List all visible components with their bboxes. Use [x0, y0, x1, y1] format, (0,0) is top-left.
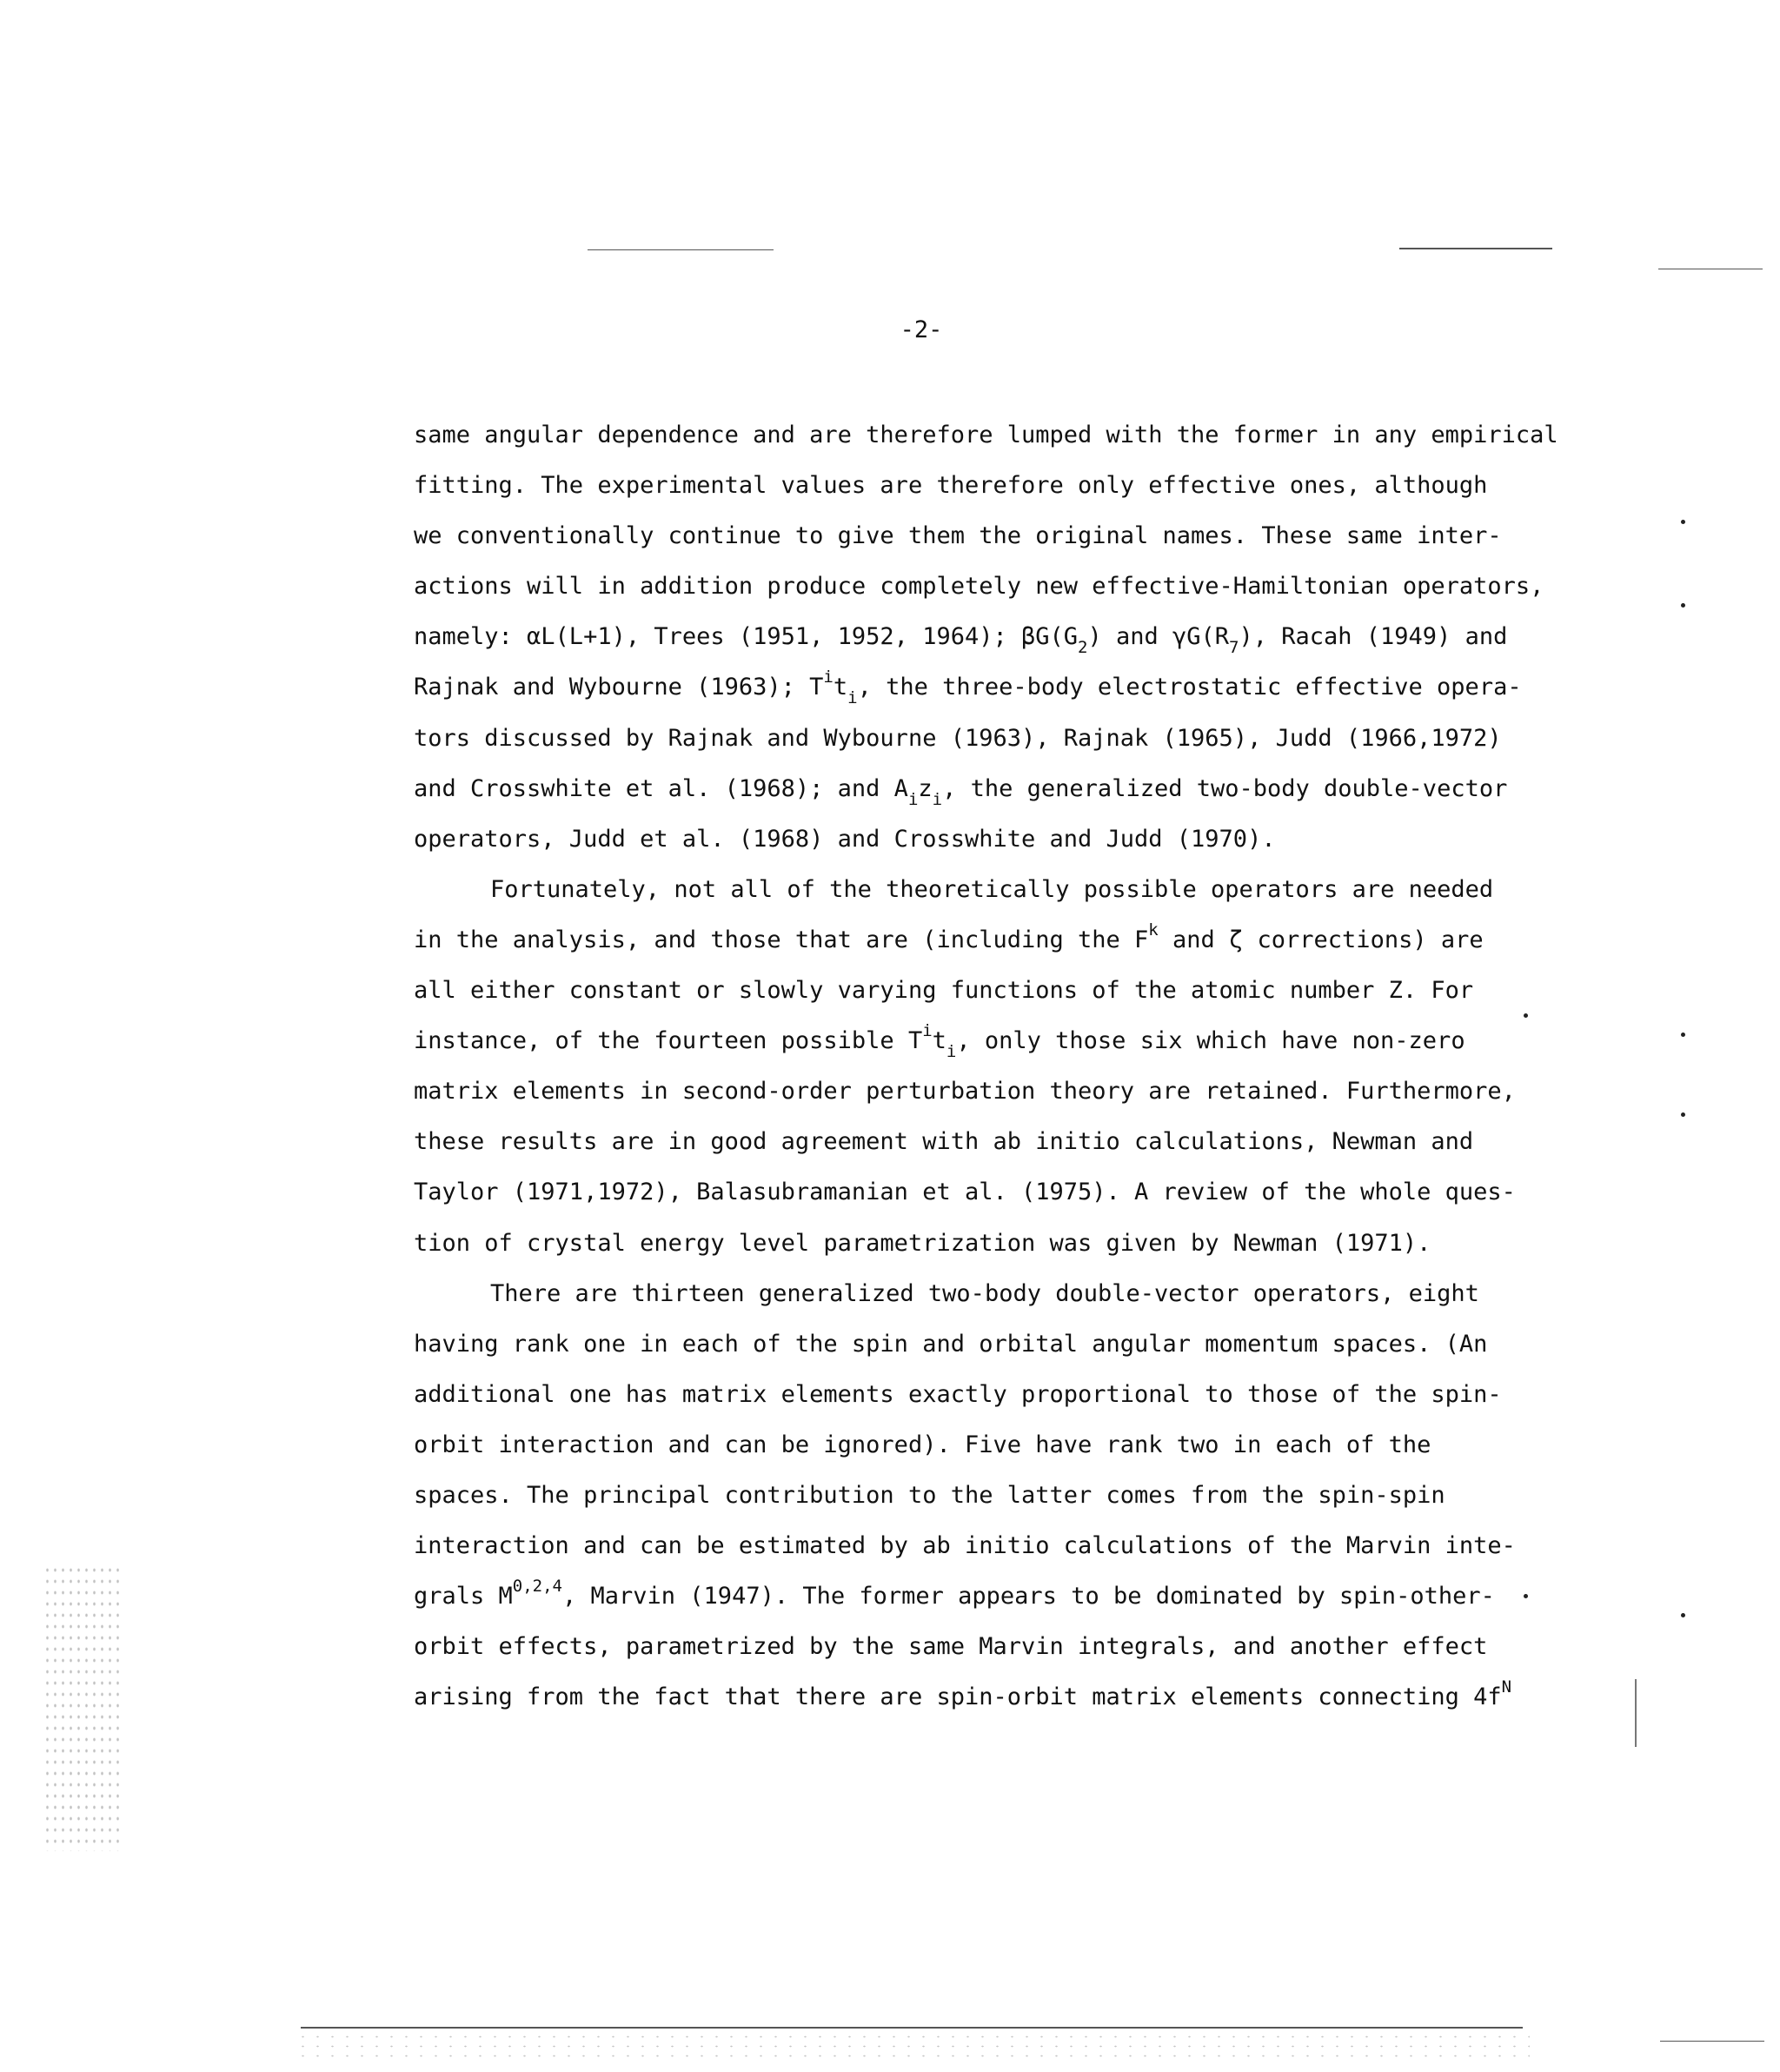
text-line	[414, 612, 1508, 662]
text-line: we conventionally continue to give them the original names. These same inter-	[414, 522, 1502, 550]
text-line: interaction and can be estimated by ab initio calculations of the Marvin inte-	[414, 1532, 1516, 1560]
text-line: actions will in addition produce completely new effective-Hamiltonian operators,	[414, 573, 1544, 601]
text-run: , the three-body electrostatic effective opera-	[857, 674, 1522, 701]
margin-speck	[1681, 1112, 1685, 1117]
text-run: grals M	[414, 1583, 513, 1610]
text-run: ) and γG(R	[1087, 623, 1230, 651]
subscript: i	[932, 789, 943, 809]
text-line: Taylor (1971,1972), Balasubramanian et al. (1975). A review of the whole ques-	[414, 1179, 1516, 1206]
margin-speck	[1524, 1594, 1528, 1598]
text-run: arising from the fact that there are spin-orbit matrix elements connecting 4f	[414, 1684, 1502, 1711]
text-line	[414, 915, 1484, 966]
text-run: t	[932, 1027, 946, 1055]
text-run: instance, of the fourteen possible T	[414, 1027, 923, 1055]
superscript: i	[823, 667, 834, 687]
margin-bar	[1635, 1679, 1637, 1747]
text-line: having rank one in each of the spin and orbital angular momentum spaces. (An	[414, 1330, 1488, 1358]
superscript: 0,2,4	[512, 1577, 562, 1597]
subscript: 2	[1078, 638, 1088, 658]
scan-noise-left	[43, 1564, 122, 1851]
text-run: namely: αL(L+1), Trees (1951, 1952, 1964); βG(G	[414, 623, 1079, 651]
scan-noise-bottom	[296, 2032, 1530, 2058]
margin-speck	[1681, 1033, 1685, 1037]
bottom-rule	[301, 2027, 1523, 2029]
text-run: Rajnak and Wybourne (1963); T	[414, 674, 824, 701]
superscript: N	[1501, 1677, 1512, 1697]
margin-speck	[1681, 1613, 1685, 1617]
text-line: orbit effects, parametrized by the same Marvin integrals, and another effect	[414, 1633, 1488, 1661]
text-line: tors discussed by Rajnak and Wybourne (1963), Rajnak (1965), Judd (1966,1972)	[414, 724, 1502, 752]
page-number: -2-	[900, 316, 943, 343]
subscript: 7	[1229, 638, 1239, 658]
text-run: ), Racah (1949) and	[1239, 623, 1508, 651]
margin-speck	[1681, 603, 1685, 608]
text-line: additional one has matrix elements exactly proportional to those of the spin-	[414, 1380, 1502, 1408]
paragraph-start-line: Fortunately, not all of the theoretically possible operators are needed	[490, 875, 1494, 903]
text-line	[414, 764, 1508, 814]
text-line: operators, Judd et al. (1968) and Crosswhite and Judd (1970).	[414, 825, 1276, 853]
text-line	[414, 662, 1522, 713]
top-rule-left	[588, 249, 774, 250]
text-line	[414, 1571, 1495, 1622]
text-run: t	[833, 674, 848, 701]
text-run: , only those six which have non-zero	[956, 1027, 1465, 1055]
superscript: i	[922, 1021, 933, 1041]
margin-speck	[1681, 520, 1685, 524]
text-run: z	[918, 774, 933, 802]
margin-speck	[1524, 1013, 1528, 1018]
top-rule-right	[1399, 248, 1552, 249]
bottom-rule-right	[1660, 2041, 1764, 2042]
text-line: all either constant or slowly varying functions of the atomic number Z. For	[414, 977, 1474, 1005]
body-text	[414, 410, 1558, 1723]
text-line: matrix elements in second-order perturbation theory are retained. Furthermore,	[414, 1078, 1516, 1106]
text-line	[414, 1016, 1465, 1066]
text-line: tion of crystal energy level parametrization was given by Newman (1971).	[414, 1229, 1431, 1257]
text-line	[414, 1672, 1512, 1723]
superscript: k	[1148, 920, 1159, 940]
text-line: spaces. The principal contribution to the latter comes from the spin-spin	[414, 1481, 1445, 1509]
subscript: i	[907, 789, 919, 809]
text-line: these results are in good agreement with ab initio calculations, Newman and	[414, 1128, 1474, 1156]
subscript: i	[847, 688, 858, 708]
text-line: orbit interaction and can be ignored). Five have rank two in each of the	[414, 1431, 1431, 1458]
text-run: in the analysis, and those that are (including the F	[414, 926, 1149, 953]
paragraph-start-line: There are thirteen generalized two-body double-vector operators, eight	[490, 1279, 1479, 1307]
text-line: same angular dependence and are therefore lumped with the former in any empirical	[414, 422, 1558, 448]
text-run: and ζ corrections) are	[1158, 926, 1484, 953]
text-line: fitting. The experimental values are therefore only effective ones, although	[414, 472, 1488, 500]
subscript: i	[946, 1042, 957, 1062]
text-run: and Crosswhite et al. (1968); and A	[414, 774, 908, 802]
text-run: , the generalized two-body double-vector	[942, 774, 1508, 802]
text-run: , Marvin (1947). The former appears to be dominated by spin-other-	[562, 1583, 1495, 1610]
